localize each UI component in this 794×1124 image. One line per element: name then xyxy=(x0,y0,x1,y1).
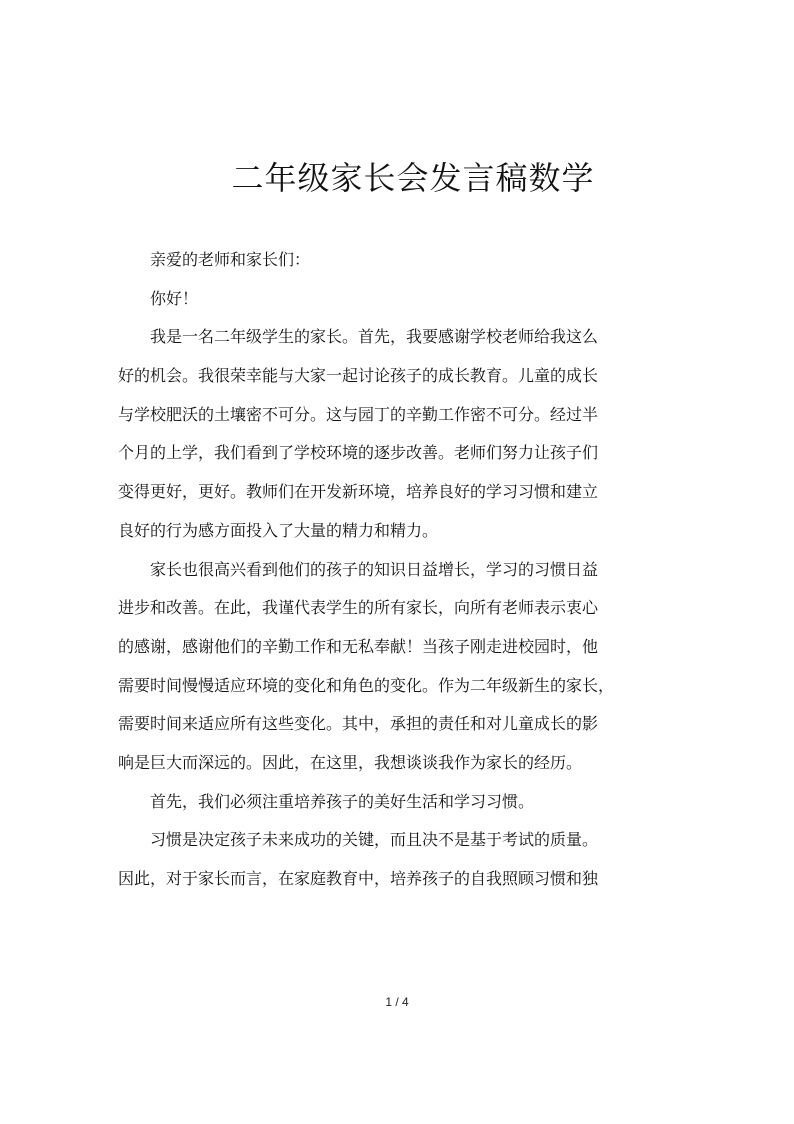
paragraph-line: 家长也很高兴看到他们的孩子的知识日益增长，学习的习惯日益 xyxy=(150,559,599,579)
document-body xyxy=(118,241,638,899)
paragraph-line: 个月的上学，我们看到了学校环境的逐步改善。老师们努力让孩子们 xyxy=(118,443,599,463)
paragraph-line: 与学校肥沃的土壤密不可分。这与园丁的辛勤工作密不可分。经过半 xyxy=(118,404,599,424)
paragraph-line: 因此，对于家长而言，在家庭教育中，培养孩子的自我照顾习惯和独 xyxy=(118,869,599,888)
paragraph-line: 需要时间来适应所有这些变化。其中，承担的责任和对儿童成长的影 xyxy=(118,714,599,734)
salutation-line: 亲爱的老师和家长们： xyxy=(150,250,311,269)
paragraph-line: 习惯是决定孩子未来成功的关键，而且决不是基于考试的质量。 xyxy=(150,830,599,850)
paragraph-line: 好的机会。我很荣幸能与大家一起讨论孩子的成长教育。儿童的成长 xyxy=(118,366,599,386)
paragraph-line: 变得更好，更好。教师们在开发新环境，培养良好的学习习惯和建立 xyxy=(118,482,599,502)
paragraph-line: 的感谢，感谢他们的辛勤工作和无私奉献！当孩子刚走进校园时，他 xyxy=(118,636,599,656)
paragraph-line: 首先，我们必须注重培养孩子的美好生活和学习习惯。 xyxy=(150,791,535,811)
paragraph-line: 进步和改善。在此，我谨代表学生的所有家长，向所有老师表示衷心 xyxy=(118,598,599,618)
page-number: 1 / 4 xyxy=(385,995,409,1009)
paragraph-line: 需要时间慢慢适应环境的变化和角色的变化。作为二年级新生的家长， xyxy=(118,675,615,695)
paragraph-line: 响是巨大而深远的。因此，在这里，我想谈谈我作为家长的经历。 xyxy=(118,752,583,772)
document-title: 二年级家长会发言稿数学 xyxy=(231,159,595,197)
paragraph-line: 良好的行为感方面投入了大量的精力和精力。 xyxy=(118,520,439,540)
greeting-line: 你好！ xyxy=(150,288,199,308)
paragraph-line: 我是一名二年级学生的家长。首先，我要感谢学校老师给我这么 xyxy=(150,327,599,347)
